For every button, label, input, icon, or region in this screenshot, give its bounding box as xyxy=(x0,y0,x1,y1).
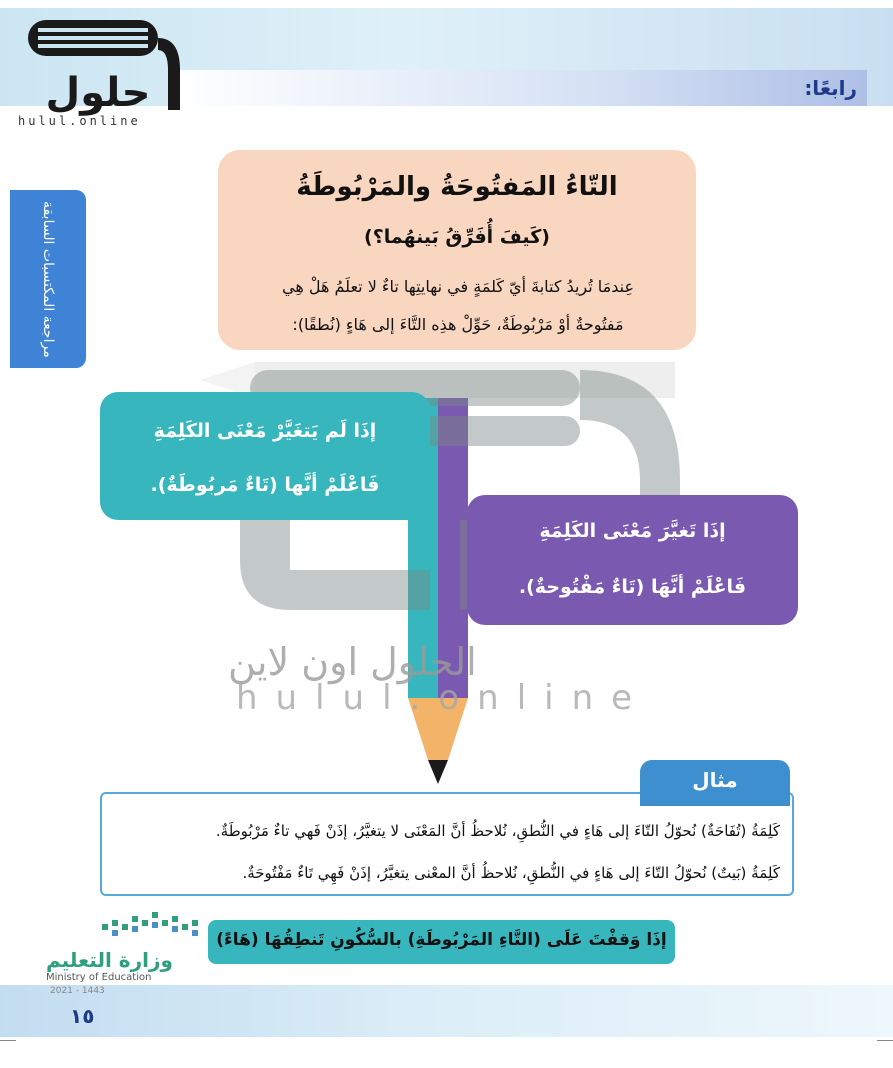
example-line: كَلِمَةُ (بَيتٌ) نُحوّلُ التّاءَ إلى هَاءٍ في النُّطقِ، نُلاحظُ أنَّ المعْنى يتغيَّرُ، إذَنْ فَهِي تَاءٌ مَفْتُوحَةٌ. xyxy=(242,864,780,882)
rule-text: إذَا وَقفْتَ عَلَى (التَّاءِ المَرْبُوطَةِ) بالسُّكُونِ تَنطِقُهَا (هَاءً) xyxy=(216,930,667,950)
ministry-year: 2021 - 1443 xyxy=(50,986,105,996)
side-tab-label: مراجعة المكتسبات السابقة xyxy=(40,200,56,358)
lesson-title: التّاءُ المَفتُوحَةُ والمَرْبُوطَةُ xyxy=(296,172,618,202)
watermark-latin: hulul.online xyxy=(236,678,651,718)
intro-line: عِندمَا تُريدُ كتابةَ أيّ كَلمَةٍ في نهايتِها تاءٌ لا تعلَمُ هَلْ هِي xyxy=(282,277,634,296)
intro-line: مَفتُوحةٌ أوْ مَرْبُوطَةٌ، حَوِّلْ هذِه التَّاءَ إلى هَاءٍ (نُطقًا): xyxy=(292,315,624,334)
hulul-logo xyxy=(8,10,188,128)
pencil-lead xyxy=(428,760,448,784)
teal-rule-card xyxy=(100,392,430,520)
logo-arabic-text: حلول xyxy=(45,70,151,116)
teal-card-line: إذَا لَم يَتغَيَّرْ مَعْنَى الكَلِمَةِ xyxy=(153,420,377,442)
intro-paragraph xyxy=(238,268,678,344)
purple-card-line: فَاعْلَمْ أنَّهَا (تَاءٌ مَفْتُوحةٌ). xyxy=(518,576,747,598)
crop-mark xyxy=(0,1040,16,1041)
teal-card-line: فَاعْلَمْ أنَّها (تَاءٌ مَربُوطَةٌ). xyxy=(150,474,380,496)
bottom-band xyxy=(0,985,893,1037)
crop-mark xyxy=(877,1040,893,1041)
ministry-logo-icon xyxy=(98,906,202,940)
section-bar xyxy=(172,70,867,106)
ministry-english: Ministry of Education xyxy=(46,972,152,983)
example-line: كَلِمَةُ (تُفَاحَةٌ) نُحوّلُ التّاءَ إلى هَاءٍ في النُّطقِ، نُلاحظُ أنَّ المَعْنَى لا يتغيَّرُ، إذَنْ فَهي تاءٌ مَرْبُوطَةٌ. xyxy=(215,822,780,840)
ministry-arabic: وزارة التعليم xyxy=(46,948,173,972)
example-tab-label: مثال xyxy=(692,768,738,792)
logo-latin-text: hulul.online xyxy=(18,114,141,128)
purple-rule-card xyxy=(467,495,798,625)
watermark-arabic: الحلول اون لاين xyxy=(228,640,477,684)
purple-card-line: إذَا تَغيَّرَ مَعْنَى الكَلِمَةِ xyxy=(539,520,726,542)
lesson-subtitle: (كَيفَ أُفَرِّقُ بَينهُما؟) xyxy=(364,226,550,248)
page-number: ١٥ xyxy=(70,1004,95,1028)
section-label: رابعًا: xyxy=(804,76,857,100)
